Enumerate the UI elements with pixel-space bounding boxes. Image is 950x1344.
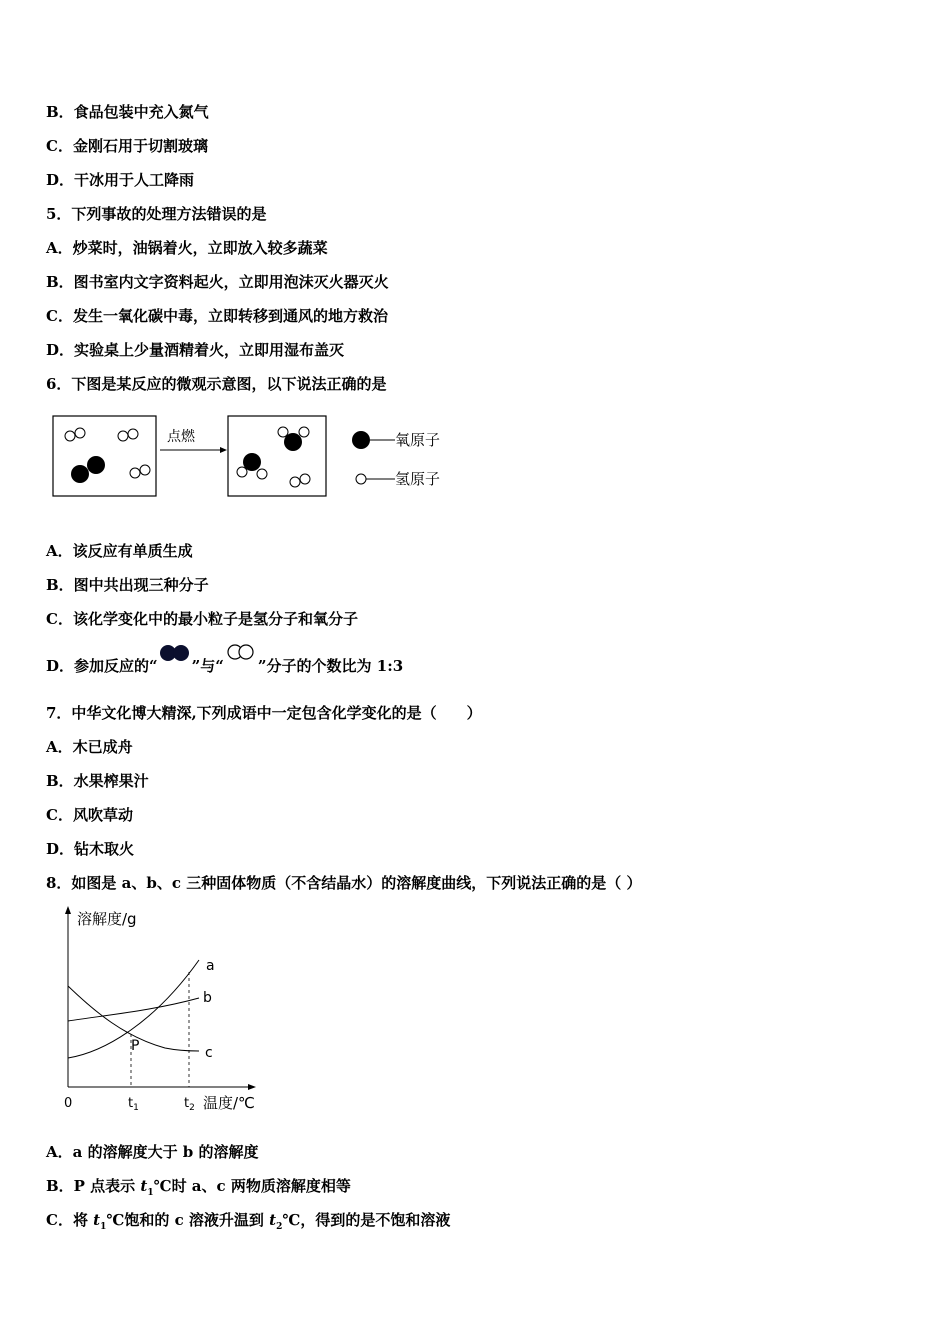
y-axis-label: 溶解度/g [77, 910, 137, 928]
origin-label: 0 [64, 1096, 73, 1111]
q8-option-b-temp: t [140, 1177, 148, 1195]
q6-option-d [46, 656, 403, 677]
q8-option-b [46, 1176, 351, 1203]
q8-option-c-middle: ℃饱和的 c 溶液升温到 [106, 1211, 270, 1229]
legend-oxygen: 氧原子 [395, 431, 441, 449]
oxygen-molecule-icon [71, 456, 105, 483]
curve-b [68, 998, 199, 1021]
t2-tick-label: $t_2$ [184, 1096, 195, 1113]
q8-solubility-chart [55, 902, 270, 1117]
q6-option-d-middle: ”与“ [191, 657, 224, 675]
q8-option-b-suffix: ℃时 a、c 两物质溶解度相等 [153, 1177, 351, 1195]
curve-a-label: a [206, 958, 215, 974]
q8-option-c-temp1-sub: 1 [100, 1222, 107, 1232]
q8-option-a: A．a 的溶解度大于 b 的溶解度 [46, 1143, 259, 1161]
arrow-label: 点燃 [167, 429, 195, 445]
hydrogen-molecule-icon [65, 428, 85, 441]
oxygen-atom-icon [352, 431, 370, 449]
hydrogen-molecule-icon [130, 465, 150, 478]
q7-option-a: A．木已成舟 [46, 738, 133, 756]
legend-hydrogen: 氢原子 [395, 470, 441, 488]
hydrogen-molecule-icon [118, 429, 138, 441]
q6-option-d-suffix: ”分子的个数比为 1:3 [257, 657, 404, 675]
q5-option-b: B．图书室内文字资料起火，立即用泡沫灭火器灭火 [46, 273, 389, 291]
q5-option-d: D．实验桌上少量酒精着火，立即用湿布盖灭 [46, 341, 345, 359]
q8-option-c-temp1: t [93, 1211, 101, 1229]
q8-option-c-temp2: t [269, 1211, 277, 1229]
reactant-box [53, 416, 156, 496]
q5-stem: 5．下列事故的处理方法错误的是 [46, 205, 267, 223]
hydrogen-molecule-icon [224, 657, 258, 677]
x-axis-label: 温度/℃ [203, 1094, 255, 1112]
q8-option-b-prefix: B．P 点表示 [46, 1177, 141, 1195]
intersection-p-label: P [131, 1038, 140, 1054]
q8-option-c [46, 1210, 450, 1237]
q7-option-c: C．风吹草动 [46, 806, 133, 824]
q4-option-b: B．食品包装中充入氮气 [46, 103, 209, 121]
q4-option-c: C．金刚石用于切割玻璃 [46, 137, 208, 155]
y-axis-arrow-icon [65, 906, 71, 914]
q7-option-b: B．水果榨果汁 [46, 772, 149, 790]
q6-stem: 6．下图是某反应的微观示意图，以下说法正确的是 [46, 375, 387, 393]
q7-option-d: D．钻木取火 [46, 840, 135, 858]
water-molecule-icon [237, 453, 267, 479]
product-box [228, 416, 326, 496]
q8-option-c-temp2-sub: 2 [276, 1222, 283, 1232]
oxygen-molecule-icon [158, 657, 192, 677]
x-axis-arrow-icon [248, 1084, 256, 1090]
q8-option-b-temp-sub: 1 [147, 1188, 154, 1198]
q6-option-a: A．该反应有单质生成 [46, 542, 193, 560]
water-molecule-icon [278, 427, 309, 451]
q8-option-c-suffix: ℃，得到的是不饱和溶液 [282, 1211, 451, 1229]
q6-option-d-prefix: D．参加反应的“ [46, 657, 158, 675]
hydrogen-atom-icon [356, 474, 366, 484]
q4-option-d: D．干冰用于人工降雨 [46, 171, 195, 189]
q6-reaction-diagram [50, 412, 470, 504]
q5-option-a: A．炒菜时，油锅着火，立即放入较多蔬菜 [46, 239, 328, 257]
q6-option-b: B．图中共出现三种分子 [46, 576, 209, 594]
curve-b-label: b [203, 990, 212, 1006]
q5-option-c: C．发生一氧化碳中毒，立即转移到通风的地方救治 [46, 307, 388, 325]
q7-stem: 7．中华文化博大精深,下列成语中一定包含化学变化的是（ ） [46, 704, 482, 722]
curve-c-label: c [205, 1045, 213, 1061]
t1-tick-label: $t_1$ [128, 1096, 139, 1113]
q8-option-c-prefix: C．将 [46, 1211, 94, 1229]
hydrogen-molecule-icon [290, 474, 310, 487]
q8-stem: 8．如图是 a、b、c 三种固体物质（不含结晶水）的溶解度曲线，下列说法正确的是（ ） [46, 874, 642, 892]
arrow-head-icon [220, 447, 227, 453]
q6-option-c: C．该化学变化中的最小粒子是氢分子和氧分子 [46, 610, 358, 628]
